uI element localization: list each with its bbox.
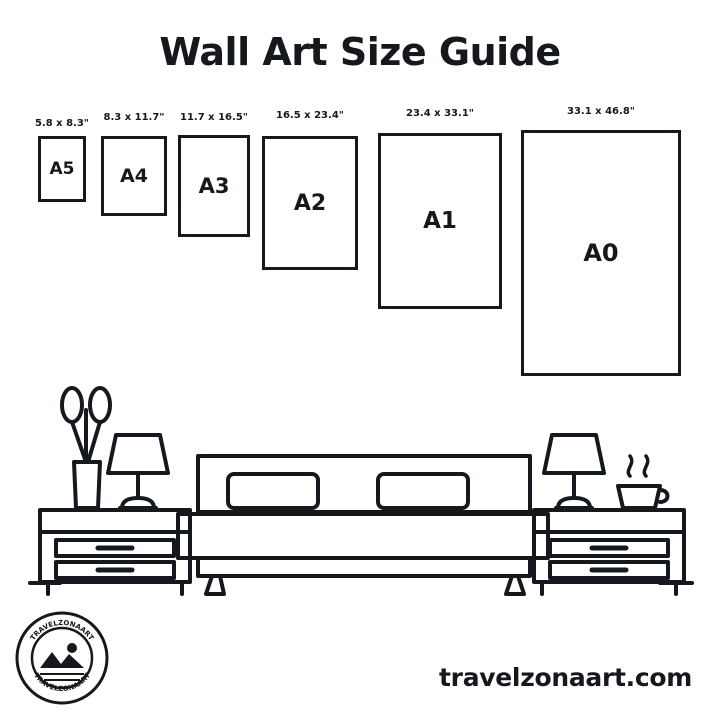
frame-a4 [101,112,167,192]
frame-a3-dimension: 11.7 x 16.5" [180,112,248,123]
table-lamp-right-icon [544,435,604,508]
website-url: travelzonaart.com [439,663,692,692]
frame-a3-box [178,135,250,237]
logo-arc-bottom-text: TRAVELZONAART [32,671,92,694]
frame-a3 [178,112,250,214]
frame-a2 [262,110,358,244]
brand-logo [14,610,110,706]
frame-a1-label: A1 [423,208,457,234]
frame-a0 [521,106,681,352]
frame-a5-dimension: 5.8 x 8.3" [34,118,90,129]
frame-a2-box [262,136,358,270]
frame-a1-dimension: 23.4 x 33.1" [406,108,474,119]
plant-icon [62,388,110,508]
frame-a0-box [521,130,681,376]
frame-a5 [34,118,90,184]
nightstand-right [534,510,684,594]
bedroom-scene-illustration [0,380,720,610]
frame-a4-dimension: 8.3 x 11.7" [103,112,165,123]
frame-a3-label: A3 [198,174,230,198]
frame-a2-dimension: 16.5 x 23.4" [276,110,344,121]
frame-a1-box [378,133,502,309]
frame-a4-box [101,136,167,216]
coffee-cup-icon [618,456,668,508]
page-title: Wall Art Size Guide [159,30,561,74]
logo-arc-top-text: TRAVELZONAART [28,618,96,642]
bed [178,456,548,594]
frame-a5-box [38,136,86,202]
frame-a2-label: A2 [293,190,327,216]
frame-a1 [378,108,502,284]
frame-a0-dimension: 33.1 x 46.8" [567,106,635,117]
table-lamp-left-icon [108,435,168,508]
frame-a5-label: A5 [49,159,75,179]
nightstand-left [40,510,190,594]
frame-a0-label: A0 [583,239,619,267]
frame-a4-label: A4 [120,165,148,187]
